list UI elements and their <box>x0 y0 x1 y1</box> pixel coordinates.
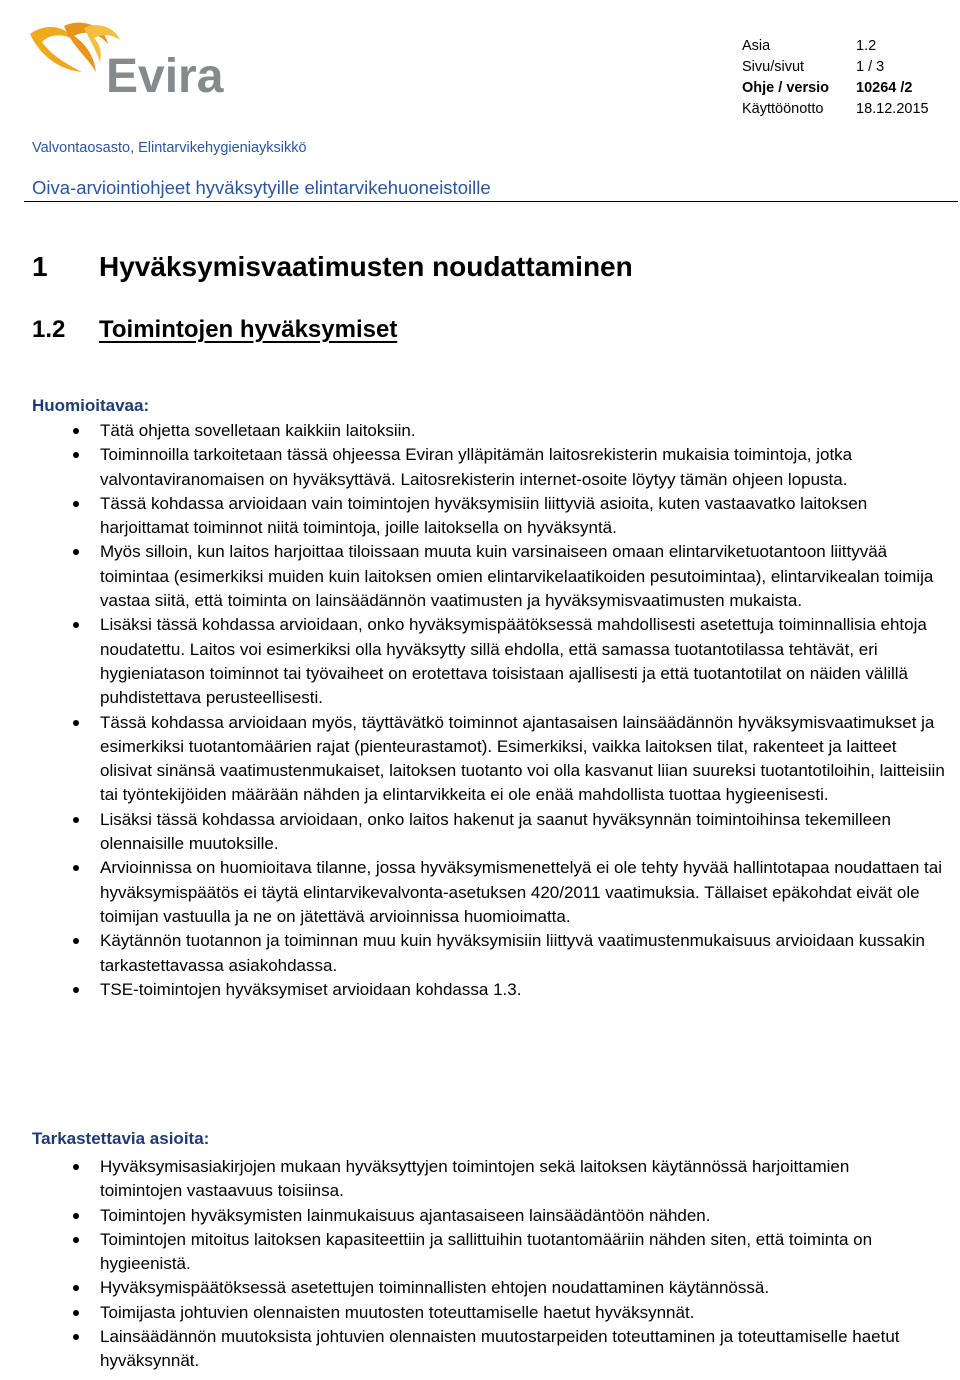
document-meta <box>742 36 929 120</box>
header-divider <box>24 201 958 202</box>
checks-title: Tarkastettavia asioita: <box>32 1129 210 1148</box>
heading-1 <box>32 251 633 283</box>
list-item: Toiminnoilla tarkoitetaan tässä ohjeessa Eviran ylläpitämän laitosrekisterin mukaisia toimintoja, jotka valvontaviranomaisen on hyväksyttävä. Laitosrekisterin internet-osoite löytyy tämän ohjeen lopusta. <box>0 443 946 492</box>
document-subtitle: Oiva-arviointiohjeet hyväksytyille elintarvikehuoneistoille <box>32 177 491 198</box>
heading-2-text: Toimintojen hyväksymiset <box>99 316 398 343</box>
list-item: Lainsäädännön muutoksista johtuvien olennaisten muutostarpeiden toteuttaminen ja toteuttamiselle haetut hyväksynnät. <box>0 1325 936 1374</box>
heading-1-number: 1 <box>32 251 48 282</box>
meta-value: 18.12.2015 <box>856 101 929 117</box>
list-item: TSE-toimintojen hyväksymiset arvioidaan kohdassa 1.3. <box>0 978 946 1002</box>
heading-2 <box>32 316 397 344</box>
meta-row <box>742 57 929 78</box>
list-item: Tässä kohdassa arvioidaan myös, täyttävätkö toiminnot ajantasaisen lainsäädännön hyväksymisvaatimukset ja esimerkiksi tuotantomäärien rajat (pienteurastamot). Esimerkiksi, vaikka laitoksen tilat, rakenteet ja laitteet olisivat sinänsä vaatimustenmukaiset, laitoksen tuotanto voi olla kasvanut liian suureksi tuotantotiloihin, laitteisiin tai työntekijöiden määrään nähden ja elintarvikkeita ei ole enää mahdollista tuottaa hygieenisesti. <box>0 711 946 808</box>
list-item: Toimijasta johtuvien olennaisten muutosten toteuttamiselle haetut hyväksynnät. <box>0 1301 936 1325</box>
list-item: Toimintojen mitoitus laitoksen kapasiteettiin ja sallittuihin tuotantomääriin nähden siten, että toiminta on hygieenistä. <box>0 1228 936 1277</box>
list-item: Hyväksymisasiakirjojen mukaan hyväksyttyjen toimintojen sekä laitoksen käytännössä harjoittamien toimintojen vastaavuus toisiinsa. <box>0 1155 936 1204</box>
meta-label: Sivu/sivut <box>742 59 805 75</box>
department-label: Valvontaosasto, Elintarvikehygieniayksikkö <box>32 140 307 156</box>
meta-label: Ohje / versio <box>742 80 830 96</box>
list-item: Tässä kohdassa arvioidaan vain toimintojen hyväksymisiin liittyviä asioita, kuten vastaavatko laitoksen harjoittamat toiminnot niitä toimintoja, joille laitoksella on hyväksyntä. <box>0 492 946 541</box>
list-item: Lisäksi tässä kohdassa arvioidaan, onko laitos hakenut ja saanut hyväksynnän toimintoihinsa tekemilleen olennaisille muutoksille. <box>0 808 946 857</box>
heading-2-number: 1.2 <box>32 316 66 343</box>
meta-value: 1.2 <box>856 38 877 54</box>
list-item: Toimintojen hyväksymisten lainmukaisuus ajantasaiseen lainsäädäntöön nähden. <box>0 1204 936 1228</box>
meta-label: Asia <box>742 38 771 54</box>
meta-label: Käyttöönotto <box>742 101 824 117</box>
heading-1-text: Hyväksymisvaatimusten noudattaminen <box>99 251 633 282</box>
meta-value: 1 / 3 <box>856 59 885 75</box>
meta-row <box>742 99 929 120</box>
list-item: Käytännön tuotannon ja toiminnan muu kuin hyväksymisiin liittyvä vaatimustenmukaisuus arvioidaan kussakin tarkastettavassa asiakohdassa. <box>0 929 946 978</box>
meta-row <box>742 78 929 99</box>
list-item: Tätä ohjetta sovelletaan kaikkiin laitoksiin. <box>0 419 946 443</box>
list-item: Lisäksi tässä kohdassa arvioidaan, onko hyväksymispäätöksessä mahdollisesti asetettuja toiminnallisia ehtoja noudatettu. Laitos voi esimerkiksi olla hyväksytty sillä ehdolla, että samassa tuotantotilassa tehtävät, eri hygieniatason toiminnot tai työvaiheet on erotettava toisistaan ajallisesti ja että tuotantotilat on näiden välillä puhdistettava perusteellisesti. <box>0 613 946 710</box>
checks-list <box>0 1155 936 1374</box>
meta-row <box>742 36 929 57</box>
notes-list <box>0 419 946 1002</box>
svg-text:Evira: Evira <box>106 50 224 100</box>
list-item: Myös silloin, kun laitos harjoittaa tiloissaan muuta kuin varsinaiseen omaan elintarviketuotantoon liittyvää toimintaa (esimerkiksi muiden kuin laitoksen omien elintarvikelaatikoiden pesutoimintaa), elintarvikealan toimija vastaa siitä, että toiminta on lainsäädännön vaatimusten ja hyväksymisvaatimusten mukaista. <box>0 540 946 613</box>
meta-value: 10264 /2 <box>856 80 913 96</box>
notes-title: Huomioitavaa: <box>32 396 150 415</box>
list-item: Arvioinnissa on huomioitava tilanne, jossa hyväksymismenettelyä ei ole tehty hyvää hallintotapaa noudattaen tai hyväksymispäätös ei täytä elintarvikevalvonta-asetuksen 420/2011 vaatimuksia. Tällaiset epäkohdat eivät ole toimijan vastuulla ja ne on jätettävä arvioinnissa huomioimatta. <box>0 856 946 929</box>
evira-logo <box>24 20 274 100</box>
list-item: Hyväksymispäätöksessä asetettujen toiminnallisten ehtojen noudattaminen käytännössä. <box>0 1276 936 1300</box>
